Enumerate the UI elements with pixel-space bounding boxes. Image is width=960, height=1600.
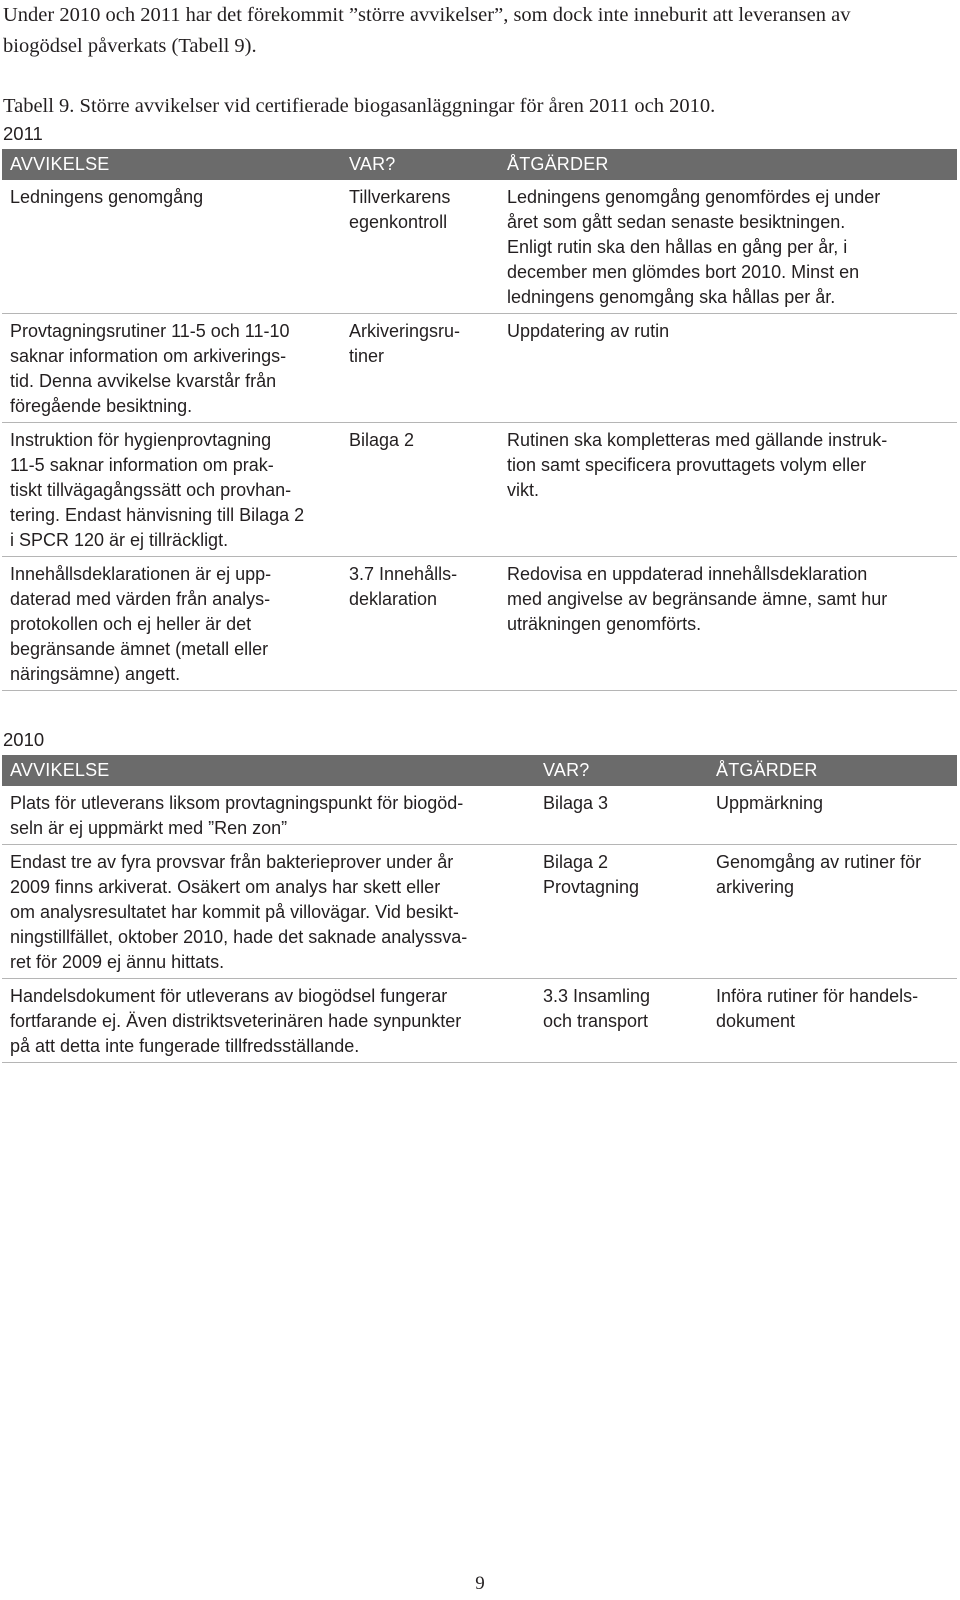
cell-avvikelse: Provtagningsrutiner 11-5 och 11-10 saknar information om arkiverings- tid. Denna avvikelse kvarstår från föregående besiktning. (2, 314, 341, 423)
column-header-avvikelse: AVVIKELSE (2, 149, 341, 180)
cell-var: 3.7 Innehålls- deklaration (341, 557, 499, 691)
table-2011 (2, 149, 957, 691)
cell-atgarder: Rutinen ska kompletteras med gällande instruk- tion samt specificera provuttagets volym eller vikt. (499, 423, 957, 557)
column-header-var: VAR? (535, 755, 708, 786)
cell-atgarder: Genomgång av rutiner för arkivering (708, 845, 957, 979)
column-header-avvikelse: AVVIKELSE (2, 755, 535, 786)
cell-avvikelse: Innehållsdeklarationen är ej upp- daterad med värden från analys- protokollen och ej heller är det begränsande ämnet (metall eller näringsämne) angett. (2, 557, 341, 691)
table-row (2, 180, 957, 314)
cell-avvikelse: Instruktion för hygienprovtagning 11-5 saknar information om prak- tiskt tillvägagångssätt och provhan- tering. Endast hänvisning till Bilaga 2 i SPCR 120 är ej tillräckligt. (2, 423, 341, 557)
table-row (2, 979, 957, 1063)
table-row (2, 423, 957, 557)
cell-avvikelse: Endast tre av fyra provsvar från bakterieprover under år 2009 finns arkiverat. Osäkert om analys har skett eller om analysresultatet har kommit på villovägar. Vid besikt- ningstillfället, oktober 2010, hade det saknade analyssva- ret för 2009 ej ännu hittats. (2, 845, 535, 979)
cell-var: Bilaga 2 (341, 423, 499, 557)
cell-avvikelse: Handelsdokument för utleverans av biogödsel fungerar fortfarande ej. Även distriktsveterinären hade synpunkter på att detta inte fungerade tillfredsställande. (2, 979, 535, 1063)
cell-var: Bilaga 3 (535, 786, 708, 845)
column-header-atgarder: ÅTGÄRDER (708, 755, 957, 786)
cell-var: Bilaga 2 Provtagning (535, 845, 708, 979)
table-caption: Tabell 9. Större avvikelser vid certifierade biogasanläggningar för åren 2011 och 2010. (3, 95, 716, 117)
table-2010 (2, 755, 957, 1063)
column-header-atgarder: ÅTGÄRDER (499, 149, 957, 180)
cell-atgarder: Uppmärkning (708, 786, 957, 845)
cell-avvikelse: Plats för utleverans liksom provtagningspunkt för biogöd- seln är ej uppmärkt med ”Ren zon” (2, 786, 535, 845)
cell-atgarder: Införa rutiner för handels- dokument (708, 979, 957, 1063)
year-heading-2010: 2010 (3, 729, 45, 750)
cell-var: 3.3 Insamling och transport (535, 979, 708, 1063)
page-number: 9 (475, 1573, 485, 1594)
year-heading-2011: 2011 (3, 123, 43, 144)
cell-var: Arkiveringsru- tiner (341, 314, 499, 423)
table-row (2, 845, 957, 979)
cell-avvikelse: Ledningens genomgång (2, 180, 341, 314)
table-row (2, 314, 957, 423)
intro-paragraph: Under 2010 och 2011 har det förekommit ”större avvikelser”, som dock inte inneburit att leveransen av biogödsel påverkats (Tabell 9). (3, 4, 851, 57)
cell-atgarder: Uppdatering av rutin (499, 314, 957, 423)
table-row (2, 557, 957, 691)
cell-atgarder: Ledningens genomgång genomfördes ej under året som gått sedan senaste besiktningen. Enligt rutin ska den hållas en gång per år, i december men glömdes bort 2010. Minst en ledningens genomgång ska hållas per år. (499, 180, 957, 314)
cell-var: Tillverkarens egenkontroll (341, 180, 499, 314)
column-header-var: VAR? (341, 149, 499, 180)
cell-atgarder: Redovisa en uppdaterad innehållsdeklaration med angivelse av begränsande ämne, samt hur uträkningen genomförts. (499, 557, 957, 691)
table-row (2, 786, 957, 845)
table-header-row (2, 149, 957, 180)
table-header-row (2, 755, 957, 786)
